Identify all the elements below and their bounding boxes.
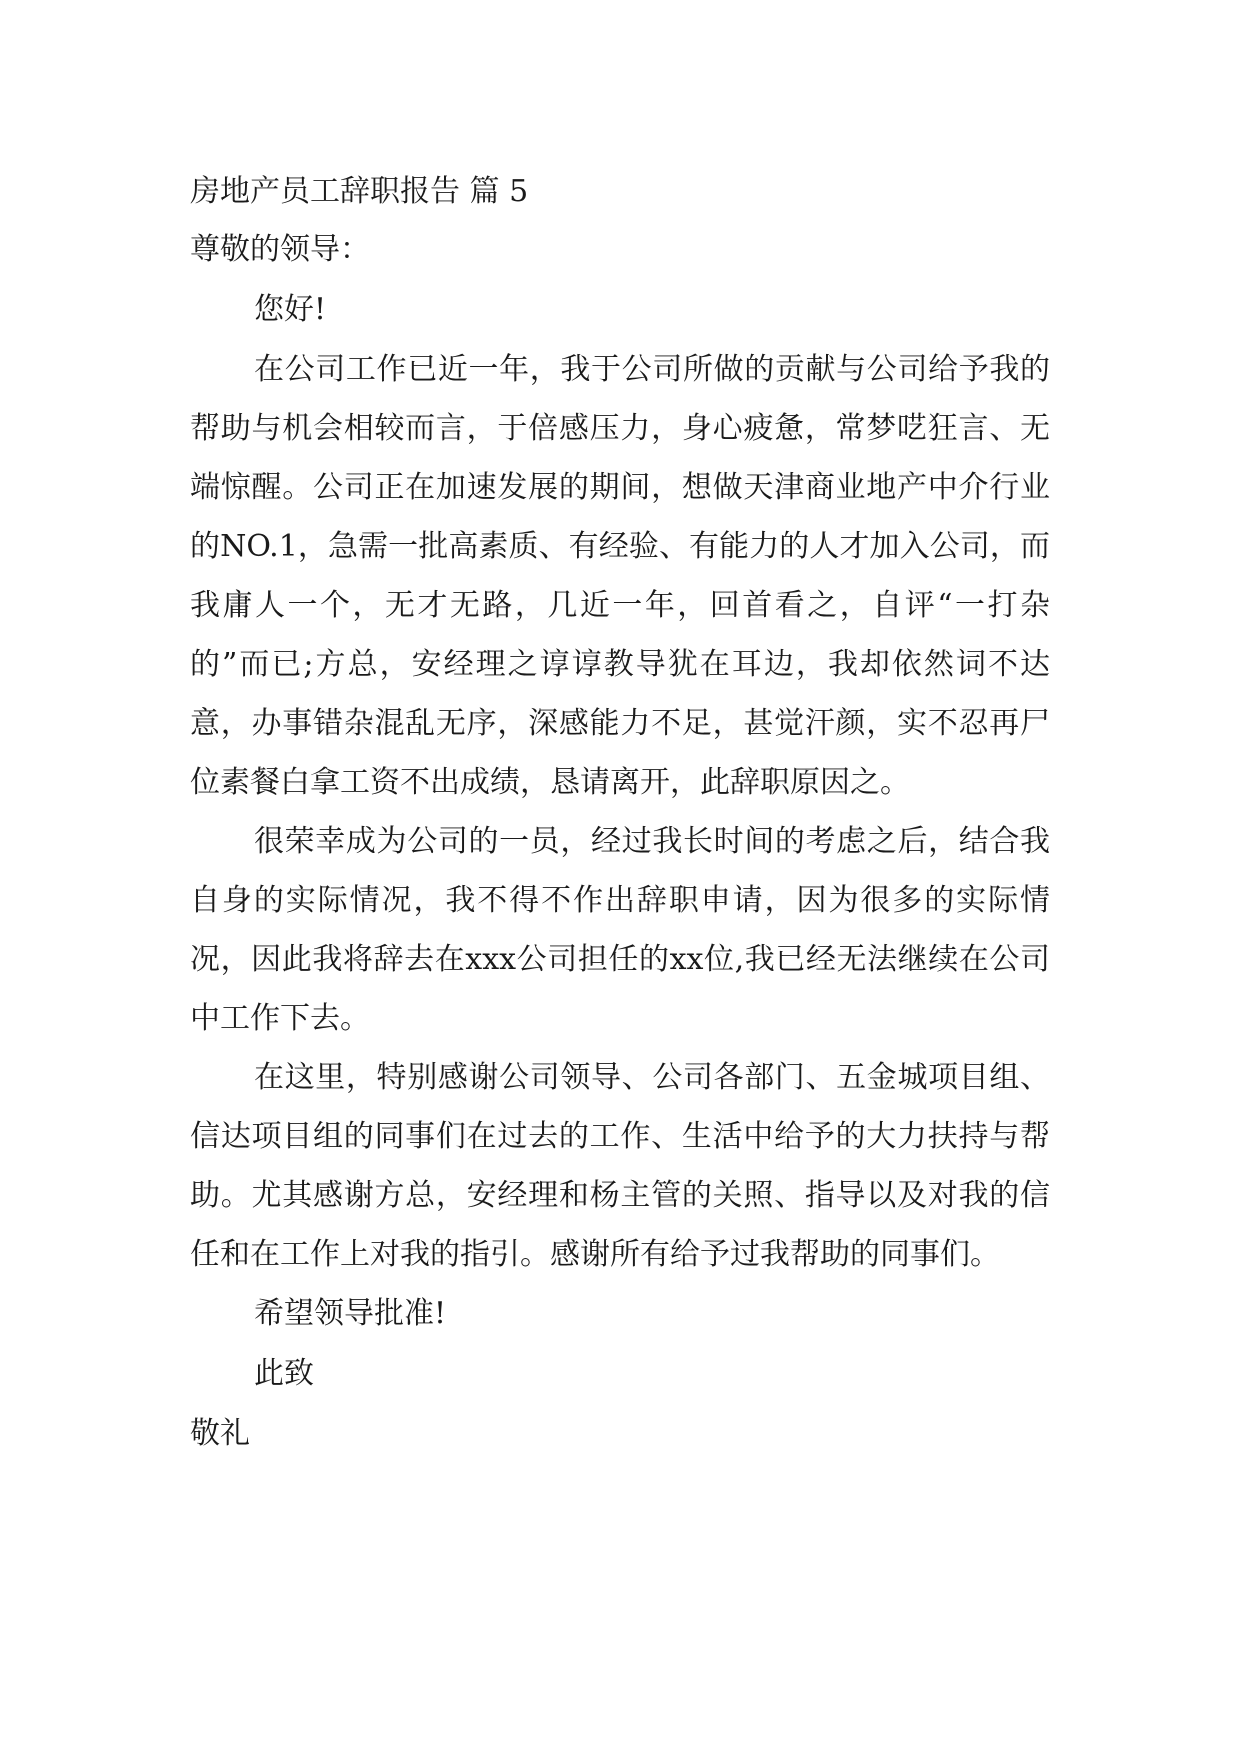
- body-paragraph-3: 在这里，特别感谢公司领导、公司各部门、五金城项目组、信达项目组的同事们在过去的工作、生活中给予的大力扶持与帮助。尤其感谢方总，安经理和杨主管的关照、指导以及对我的信任和在工作上对我的指引。感谢所有给予过我帮助的同事们。: [190, 1060, 1050, 1272]
- salutation: 尊敬的领导：: [190, 232, 370, 267]
- body-paragraph-1: 在公司工作已近一年，我于公司所做的贡献与公司给予我的帮助与机会相较而言，于倍感压力，身心疲惫，常梦呓狂言、无端惊醒。公司正在加速发展的期间，想做天津商业地产中介行业的NO.1，急需一批高素质、有经验、有能力的人才加入公司，而我庸人一个，无才无路，几近一年，回首看之，自评“一打杂的”而已;方总，安经理之谆谆教导犹在耳边，我却依然词不达意，办事错杂混乱无序，深感能力不足，甚觉汗颜，实不忍再尸位素餐白拿工资不出成绩，恳请离开，此辞职原因之。: [190, 352, 1050, 800]
- document-title: 房地产员工辞职报告 篇 5: [190, 174, 529, 209]
- request-line: 希望领导批准!: [254, 1296, 447, 1331]
- greeting: 您好!: [254, 292, 327, 327]
- closing-line-1: 此致: [254, 1356, 314, 1391]
- body-paragraph-2: 很荣幸成为公司的一员，经过我长时间的考虑之后，结合我自身的实际情况，我不得不作出辞职申请，因为很多的实际情况，因此我将辞去在xxx公司担任的xx位,我已经无法继续在公司中工作下去。: [190, 824, 1050, 1036]
- closing-line-2: 敬礼: [190, 1416, 250, 1451]
- document-page: [190, 160, 1050, 1464]
